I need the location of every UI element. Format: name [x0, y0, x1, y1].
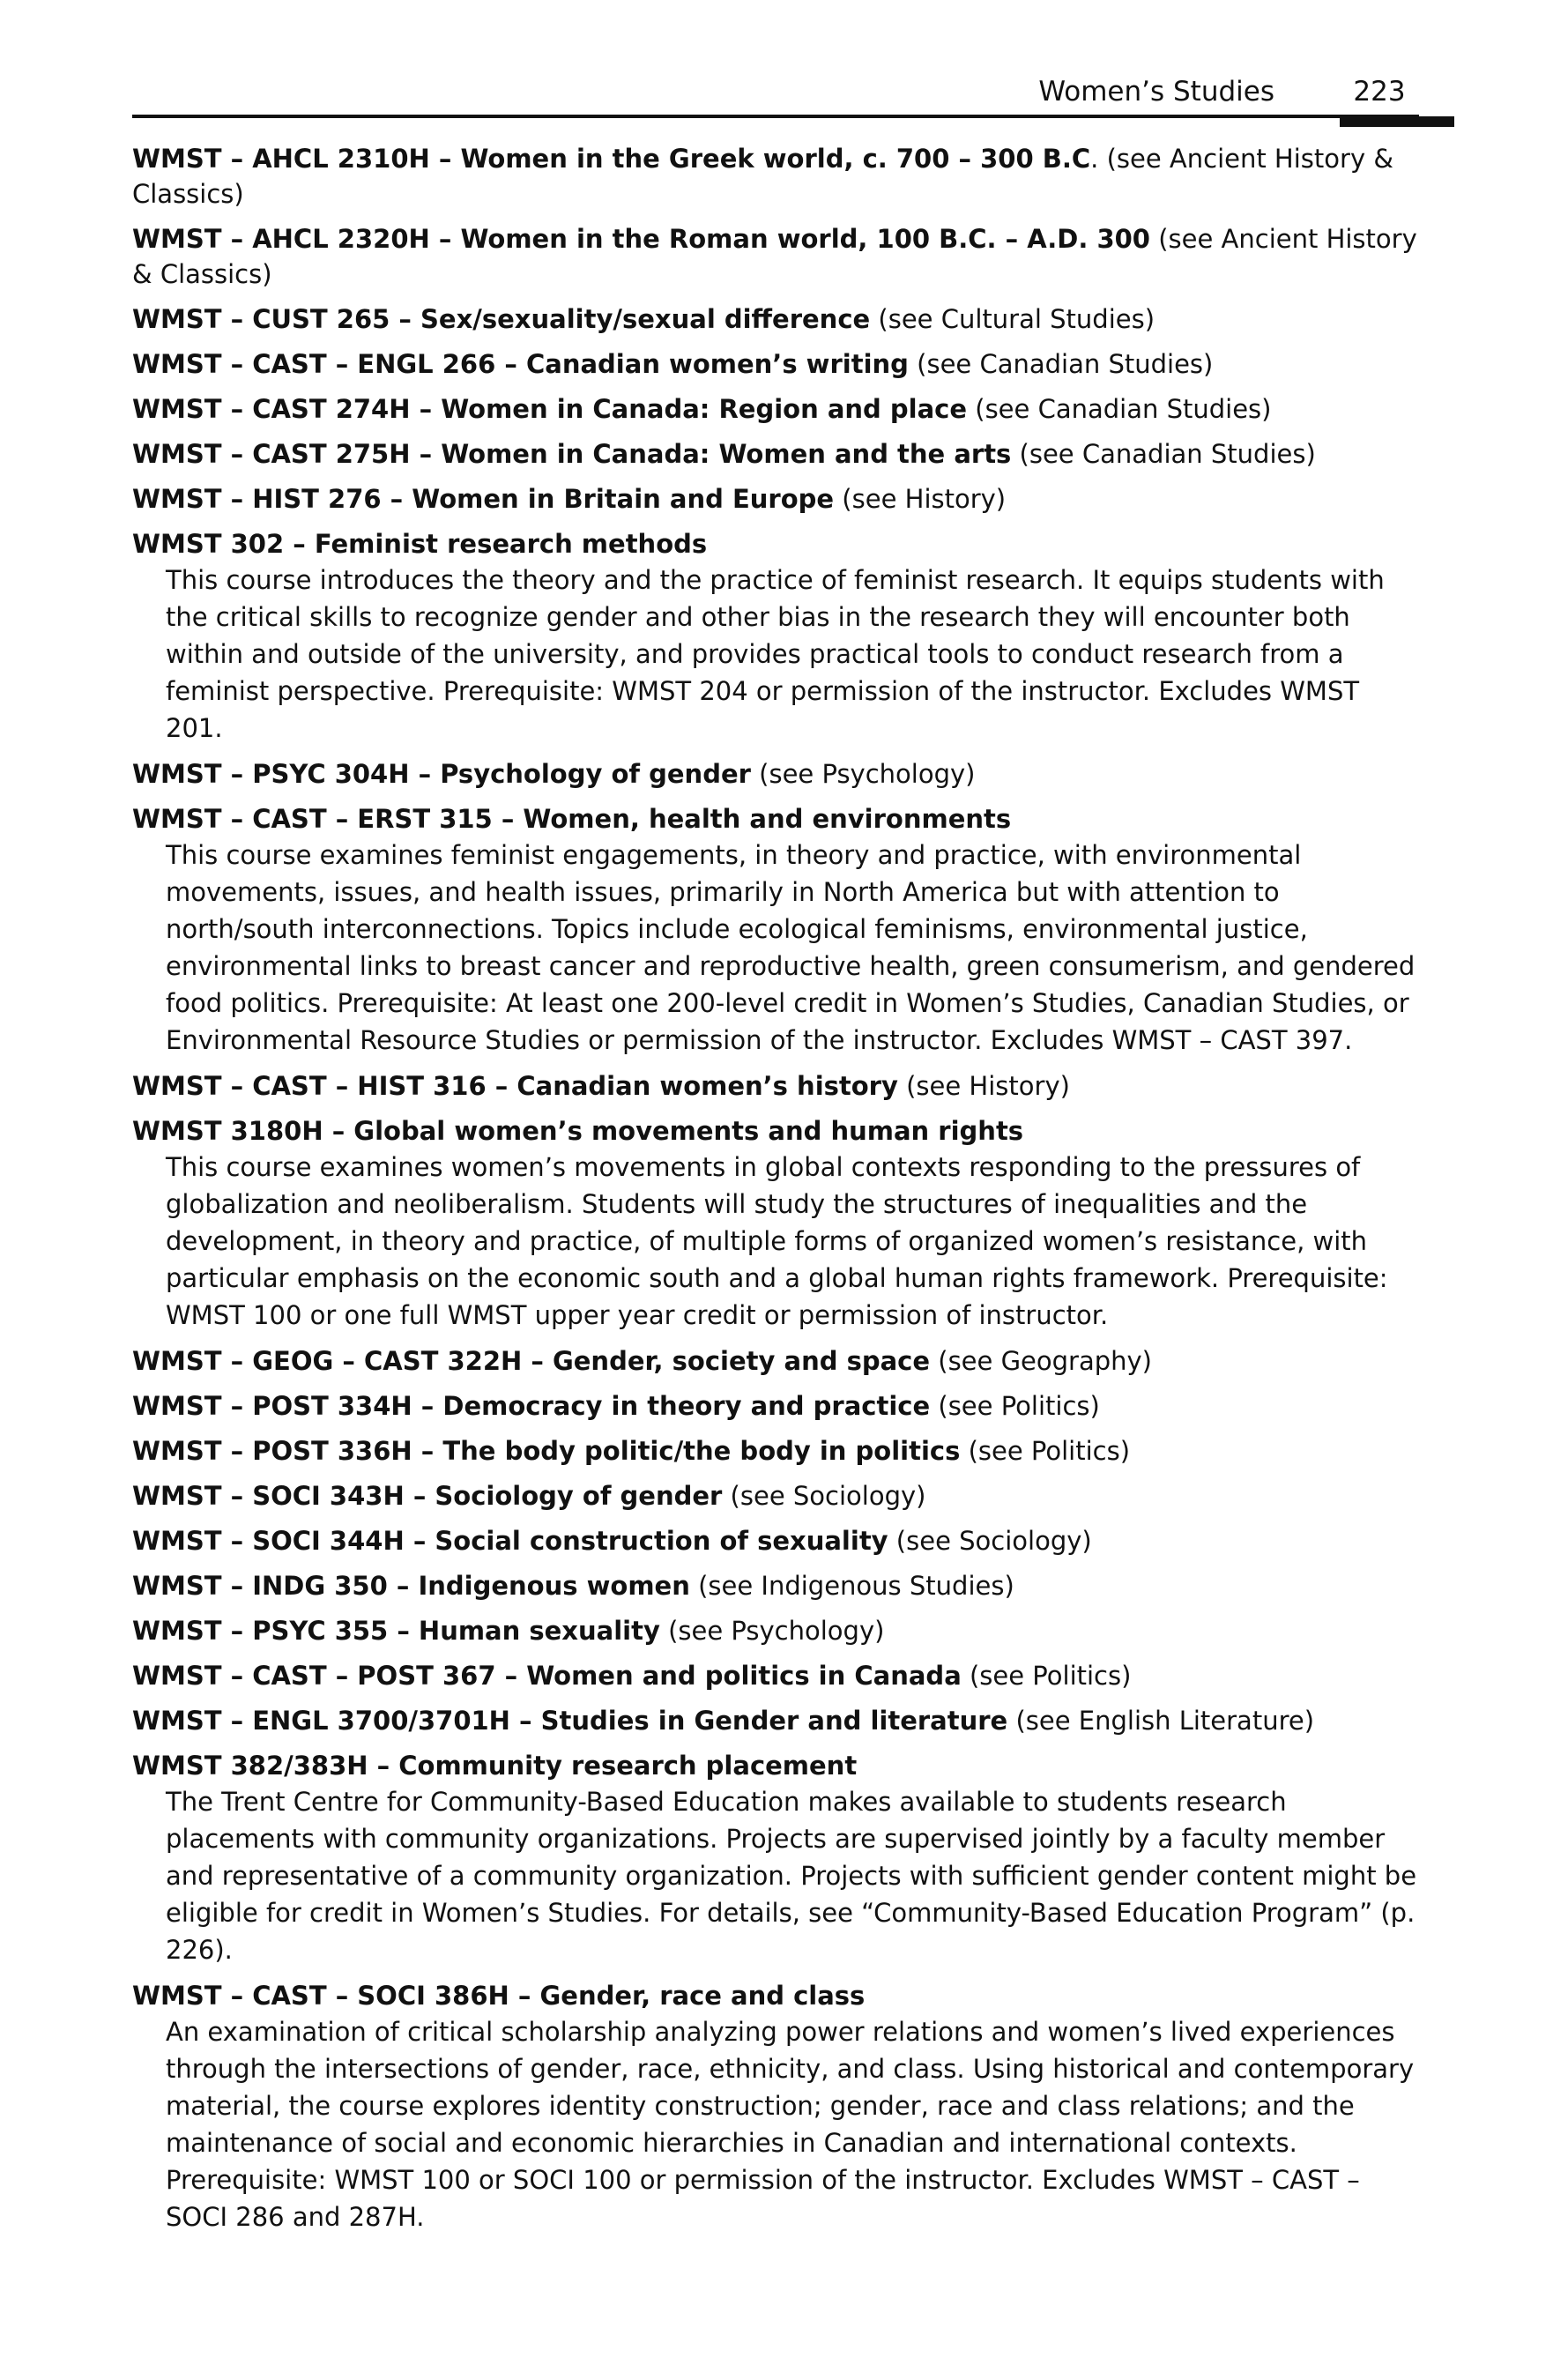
course-heading — [132, 756, 1419, 792]
course-entry — [132, 526, 1419, 747]
course-entry — [132, 1978, 1419, 2235]
course-entry — [132, 436, 1419, 472]
cross-reference-note: (see Ancient History & Classics) — [132, 224, 1417, 289]
course-entry — [132, 1478, 1419, 1514]
course-description: The Trent Centre for Community-Based Education makes available to students research placements with community organizations. Projects are supervised jointly by a faculty member and representative of a community organization. Projects with sufficient gender content might be eligible for credit in Women’s Studies. For details, see “Community-Based Education Program” (p. 226). — [166, 1787, 1417, 1965]
course-heading — [132, 481, 1419, 517]
course-heading — [132, 1568, 1419, 1603]
course-title: WMST 3180H – Global women’s movements and human rights — [132, 1116, 1024, 1146]
thumb-tab — [1340, 116, 1454, 127]
cross-reference-note: . (see Ancient History & Classics) — [132, 144, 1393, 209]
cross-reference-note: (see Cultural Studies) — [870, 304, 1155, 334]
course-title: WMST – ENGL 3700/3701H – Studies in Gender and literature — [132, 1706, 1008, 1736]
cross-reference-note: (see Sociology) — [722, 1481, 926, 1511]
course-entry — [132, 1433, 1419, 1469]
course-entry — [132, 481, 1419, 517]
course-entry — [132, 141, 1419, 212]
course-title: WMST 382/383H – Community research placement — [132, 1751, 858, 1781]
course-entry — [132, 391, 1419, 427]
course-entry — [132, 1113, 1419, 1334]
course-entry — [132, 1613, 1419, 1648]
course-heading — [132, 221, 1419, 292]
course-title: WMST – CAST – ENGL 266 – Canadian women’s writing — [132, 349, 909, 379]
course-description: This course examines women’s movements in global contexts responding to the pressures of globalization and neoliberalism. Students will study the structures of inequalities and the development, in theory and practice, of multiple forms of organized women’s resistance, with particular emphasis on the economic south and a global human rights framework. Prerequisite: WMST 100 or one full WMST upper year credit or permission of instructor. — [166, 1152, 1388, 1330]
course-title: WMST – CAST – HIST 316 – Canadian women’s history — [132, 1071, 898, 1101]
course-title: WMST – CAST 275H – Women in Canada: Women and the arts — [132, 439, 1012, 469]
course-heading — [132, 1068, 1419, 1104]
cross-reference-note: (see Politics) — [960, 1436, 1131, 1466]
course-description: This course examines feminist engagements, in theory and practice, with environmental movements, issues, and health issues, primarily in North America but with attention to north/south interconnections. Topics include ecological feminisms, environmental justice, environmental links to breast cancer and reproductive health, green consumerism, and gendered food politics. Prerequisite: At least one 200-level credit in Women’s Studies, Canadian Studies, or Environmental Resource Studies or permission of the instructor. Excludes WMST – CAST 397. — [166, 840, 1416, 1055]
course-title: WMST 302 – Feminist research methods — [132, 529, 708, 559]
course-heading — [132, 1388, 1419, 1424]
course-entry — [132, 1523, 1419, 1558]
course-title: WMST – PSYC 355 – Human sexuality — [132, 1616, 660, 1646]
course-heading — [132, 1613, 1419, 1648]
cross-reference-note: (see History) — [834, 484, 1007, 514]
course-title: WMST – AHCL 2320H – Women in the Roman world, 100 B.C. – A.D. 300 — [132, 224, 1150, 254]
course-title: WMST – POST 336H – The body politic/the body in politics — [132, 1436, 961, 1466]
section-title: Women’s Studies — [1038, 76, 1274, 108]
course-entry — [132, 1658, 1419, 1693]
cross-reference-note: (see Indigenous Studies) — [689, 1571, 1014, 1601]
course-title: WMST – INDG 350 – Indigenous women — [132, 1571, 690, 1601]
cross-reference-note: (see Canadian Studies) — [1011, 439, 1316, 469]
course-entry — [132, 801, 1419, 1059]
course-entry — [132, 301, 1419, 337]
course-title: WMST – CUST 265 – Sex/sexuality/sexual difference — [132, 304, 871, 334]
course-heading — [132, 1658, 1419, 1693]
course-heading — [132, 1478, 1419, 1514]
course-description: An examination of critical scholarship analyzing power relations and women’s lived experiences through the intersections of gender, race, ethnicity, and class. Using historical and contemporary material, the course explores identity construction; gender, race and class relations; and the maintenance of social and economic hierarchies in Canadian and international contexts. Prerequisite: WMST 100 or SOCI 100 or permission of the instructor. Excludes WMST – CAST – SOCI 286 and 287H. — [166, 2017, 1415, 2232]
course-list — [132, 141, 1419, 2235]
course-entry — [132, 1068, 1419, 1104]
course-description: This course introduces the theory and the practice of feminist research. It equips students with the critical skills to recognize gender and other bias in the research they will encounter both within and outside of the university, and provides practical tools to conduct research from a feminist perspective. Prerequisite: WMST 204 or permission of the instructor. Excludes WMST 201. — [166, 565, 1385, 743]
cross-reference-note: (see English Literature) — [1007, 1706, 1315, 1736]
course-heading — [132, 1433, 1419, 1469]
course-entry — [132, 1343, 1419, 1379]
course-heading — [132, 1523, 1419, 1558]
course-heading — [132, 301, 1419, 337]
cross-reference-note: (see Canadian Studies) — [908, 349, 1214, 379]
course-heading — [132, 346, 1419, 382]
course-entry — [132, 1748, 1419, 1968]
course-title: WMST – AHCL 2310H – Women in the Greek world, c. 700 – 300 B.C — [132, 144, 1091, 174]
course-title: WMST – HIST 276 – Women in Britain and Europe — [132, 484, 835, 514]
cross-reference-note: (see History) — [897, 1071, 1070, 1101]
course-entry — [132, 1703, 1419, 1738]
course-entry — [132, 346, 1419, 382]
course-title: WMST – CAST – SOCI 386H – Gender, race and class — [132, 1981, 866, 2011]
cross-reference-note: (see Psychology) — [659, 1616, 885, 1646]
course-heading — [132, 1703, 1419, 1738]
course-entry — [132, 221, 1419, 292]
course-heading — [132, 1978, 1419, 2013]
cross-reference-note: (see Canadian Studies) — [967, 394, 1272, 424]
course-title: WMST – GEOG – CAST 322H – Gender, society and space — [132, 1346, 931, 1376]
page-number: 223 — [1353, 76, 1406, 108]
cross-reference-note: (see Psychology) — [750, 759, 976, 789]
course-heading — [132, 1113, 1419, 1149]
course-title: WMST – SOCI 344H – Social construction of sexuality — [132, 1526, 888, 1556]
course-heading — [132, 141, 1419, 212]
course-heading — [132, 1343, 1419, 1379]
cross-reference-note: (see Politics) — [930, 1391, 1100, 1421]
course-title: WMST – CAST – POST 367 – Women and politics in Canada — [132, 1661, 962, 1691]
course-heading — [132, 526, 1419, 562]
course-heading — [132, 1748, 1419, 1783]
running-head — [132, 62, 1419, 118]
course-heading — [132, 391, 1419, 427]
course-title: WMST – PSYC 304H – Psychology of gender — [132, 759, 751, 789]
catalog-page — [132, 62, 1419, 2245]
course-heading — [132, 801, 1419, 837]
course-entry — [132, 756, 1419, 792]
course-title: WMST – SOCI 343H – Sociology of gender — [132, 1481, 723, 1511]
course-title: WMST – CAST 274H – Women in Canada: Region and place — [132, 394, 968, 424]
course-title: WMST – POST 334H – Democracy in theory and practice — [132, 1391, 931, 1421]
cross-reference-note: (see Politics) — [961, 1661, 1132, 1691]
cross-reference-note: (see Sociology) — [888, 1526, 1092, 1556]
course-title: WMST – CAST – ERST 315 – Women, health and environments — [132, 804, 1012, 834]
course-entry — [132, 1388, 1419, 1424]
course-entry — [132, 1568, 1419, 1603]
course-heading — [132, 436, 1419, 472]
cross-reference-note: (see Geography) — [930, 1346, 1152, 1376]
